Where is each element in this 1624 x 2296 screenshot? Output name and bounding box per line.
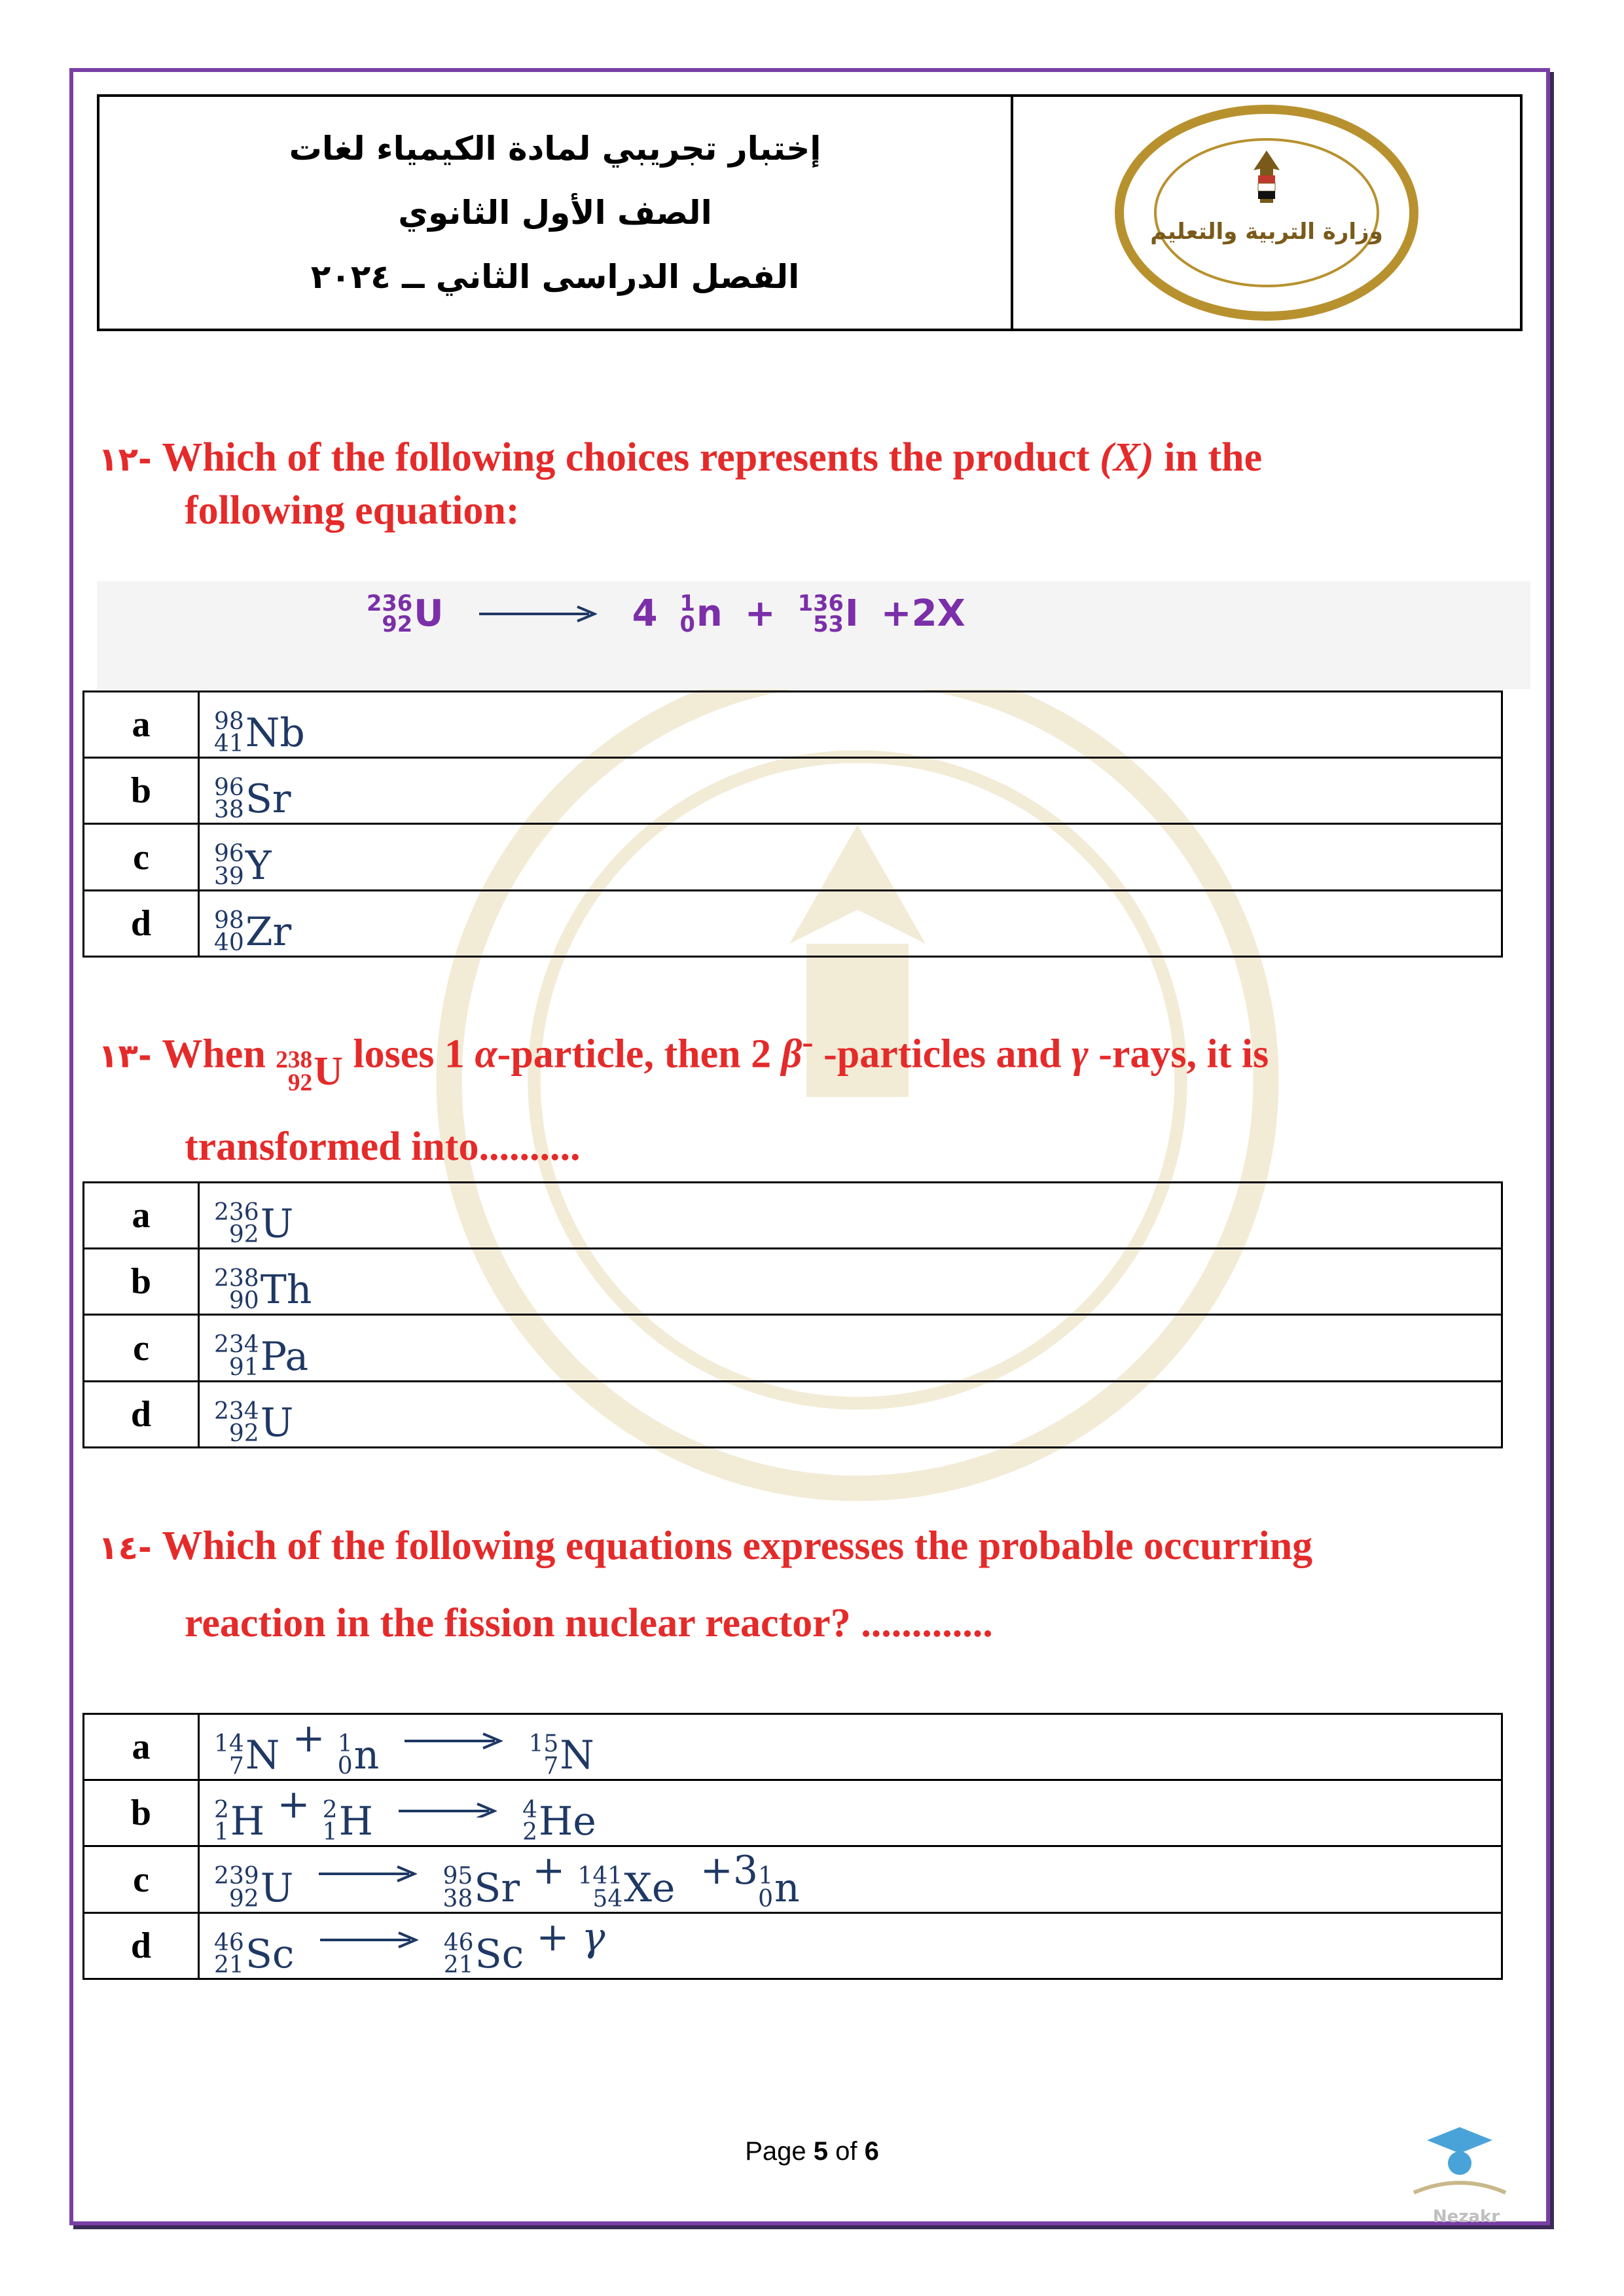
right-arrow-icon	[399, 1798, 497, 1818]
choice-letter: a	[84, 1714, 199, 1780]
term-label: الفصل الدراسى الثاني ــ ٢٠٢٤	[310, 258, 800, 296]
beta-symbol: β	[781, 1031, 803, 1077]
product-symbol: (X)	[1100, 435, 1154, 480]
question-text-line2: following equation:	[185, 488, 520, 533]
choice-answer[interactable]: 96 38 Sr	[199, 758, 1502, 824]
neutron-nuclide: 1 0 n	[679, 590, 723, 637]
choice-row[interactable]	[84, 1381, 1502, 1447]
choice-row[interactable]	[84, 1912, 1502, 1979]
question-text: Which of the following choices represents the product	[151, 435, 1100, 480]
choice-letter: d	[84, 1912, 199, 1979]
choice-letter: a	[84, 692, 199, 758]
right-arrow-icon	[320, 1930, 418, 1950]
right-arrow-icon	[319, 1864, 417, 1884]
q12-equation	[367, 592, 965, 635]
uranium-238-nuclide: 238 92 U	[276, 1046, 343, 1096]
choice-answer[interactable]: 239 92 U 95 38 Sr + 141 54 Xe +3 1 0 n	[199, 1846, 1502, 1912]
choice-letter: b	[84, 758, 199, 824]
choice-row[interactable]	[84, 1183, 1502, 1249]
choice-row[interactable]	[84, 1714, 1502, 1780]
choice-row[interactable]	[84, 824, 1502, 890]
ministry-logo	[1013, 97, 1520, 329]
choice-answer[interactable]: 234 92 U	[199, 1381, 1502, 1447]
svg-text:Nezakr: Nezakr	[1432, 2207, 1500, 2227]
question-number: ١٣-	[98, 1037, 152, 1075]
choice-row[interactable]	[84, 758, 1502, 824]
question-text-line2: transformed into..........	[185, 1124, 581, 1169]
site-logo-icon	[1388, 2114, 1545, 2232]
choice-letter: c	[84, 1846, 199, 1912]
q13-choices-table	[82, 1181, 1503, 1448]
page-total: 6	[864, 2137, 879, 2166]
neutron-coefficient: 4	[632, 592, 658, 635]
page-footer: Page 5 of 6	[745, 2137, 879, 2166]
q14-choices-table	[82, 1713, 1503, 1980]
uranium-236-nuclide: 236 92 U	[367, 590, 444, 637]
choice-letter: c	[84, 824, 199, 890]
choice-answer[interactable]: 46 21 Sc 46 21 Sc + γ	[199, 1912, 1502, 1979]
svg-text:وزارة التربية والتعليم: وزارة التربية والتعليم	[1150, 219, 1383, 245]
choice-answer[interactable]: 98 41 Nb	[199, 692, 1502, 758]
choice-answer[interactable]: 96 39 Y	[199, 824, 1502, 890]
choice-row[interactable]	[84, 1780, 1502, 1846]
ministry-seal-icon	[1113, 105, 1420, 321]
choice-answer[interactable]: 2 1 H + 2 1 H 4 2 He	[199, 1780, 1502, 1846]
product-term: +2X	[880, 592, 965, 635]
choice-letter: b	[84, 1780, 199, 1846]
choice-row[interactable]	[84, 1846, 1502, 1912]
q12-choices-table	[82, 691, 1503, 958]
choice-row[interactable]	[84, 1315, 1502, 1381]
choice-letter: b	[84, 1249, 199, 1315]
question-14-title	[98, 1509, 1312, 1661]
choice-letter: d	[84, 1381, 199, 1447]
question-text: Which of the following equations expresses the probable occurring	[151, 1524, 1313, 1568]
question-text-line2: reaction in the fission nuclear reactor? .............	[185, 1601, 993, 1645]
choice-letter: d	[84, 890, 199, 956]
choice-letter: c	[84, 1315, 199, 1381]
choice-answer[interactable]: 14 7 N + 1 0 n 15 7 N	[199, 1714, 1502, 1780]
question-12-title	[98, 432, 1262, 536]
gamma-symbol: γ	[1071, 1031, 1089, 1077]
question-text: in the	[1153, 435, 1263, 480]
page-number: 5	[813, 2137, 828, 2166]
choice-row[interactable]	[84, 1249, 1502, 1315]
choice-row[interactable]	[84, 890, 1502, 956]
plus-sign: +	[744, 592, 776, 635]
question-13-title: ١٣- When 238 92 U loses 1 α-particle, then 2 β- -particles and γ -rays, it is transformed into..........	[98, 1005, 1269, 1185]
question-number: ١٢-	[98, 440, 152, 478]
right-arrow-icon	[479, 604, 597, 624]
alpha-symbol: α	[475, 1031, 497, 1077]
iodine-136-nuclide: 136 53 I	[797, 590, 859, 637]
choice-answer[interactable]: 238 90 Th	[199, 1249, 1502, 1315]
grade-label: الصف الأول الثانوي	[398, 194, 712, 232]
choice-letter: a	[84, 1183, 199, 1249]
right-arrow-icon	[405, 1731, 503, 1751]
header-title-block	[99, 97, 1013, 329]
question-number: ١٤-	[98, 1529, 152, 1567]
choice-answer[interactable]: 236 92 U	[199, 1183, 1502, 1249]
choice-row[interactable]	[84, 692, 1502, 758]
choice-answer[interactable]: 234 91 Pa	[199, 1315, 1502, 1381]
exam-title: إختبار تجريبي لمادة الكيمياء لغات	[289, 130, 821, 168]
exam-header	[97, 94, 1523, 331]
choice-answer[interactable]: 98 40 Zr	[199, 890, 1502, 956]
